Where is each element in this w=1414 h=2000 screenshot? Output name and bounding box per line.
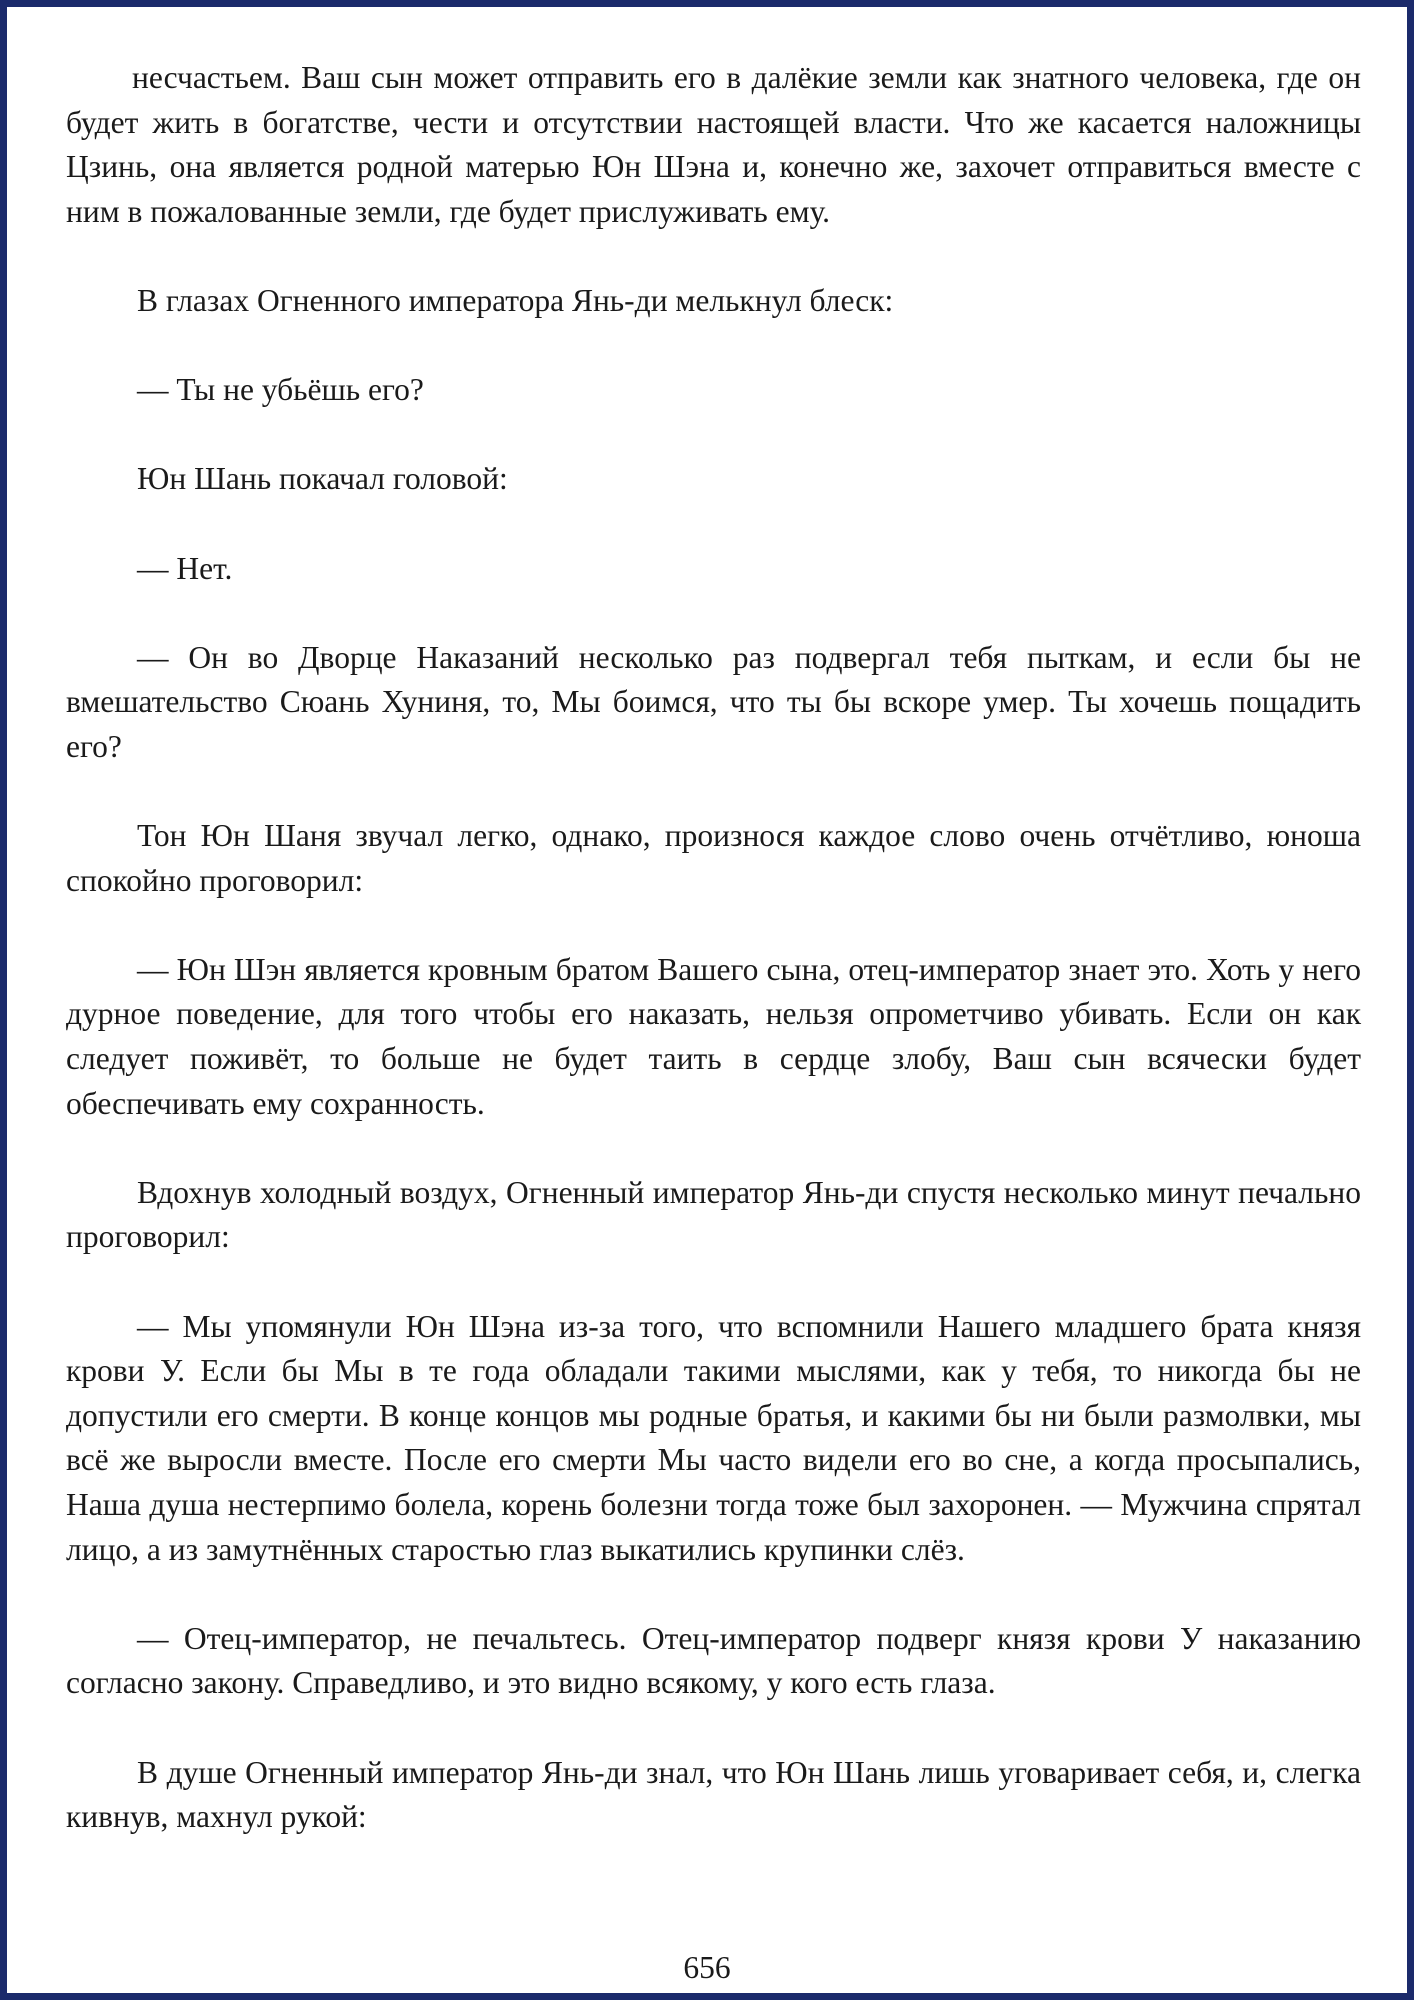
paragraph: несчастьем. Ваш сын может отправить его в далёкие земли как знатного человека, где он будет жить в богатстве, чести и отсутствии настоящей власти. Что же касается наложницы Цзинь, она является родной матерью Юн Шэна и, конечно же, захочет отправиться вместе с ним в пожалованные земли, где будет прислуживать ему. bbox=[66, 60, 1361, 229]
paragraph: Юн Шань покачал головой: bbox=[137, 461, 508, 497]
paragraph: — Мы упомянули Юн Шэна из-за того, что вспомнили Нашего младшего брата князя крови У. Если бы Мы в те года обладали такими мыслями, как у тебя, то никогда бы не допустили его смерти. В конце концов мы родные братья, и какими бы ни были размолвки, мы всё же выросли вместе. После его смерти Мы часто видели его во сне, а когда просыпались, Наша душа нестерпимо болела, корень болезни тогда тоже был захоронен. — Мужчина спрятал лицо, а из замутнённых старостью глаз выкатились крупинки слёз. bbox=[66, 1308, 1361, 1567]
paragraph: В душе Огненный император Янь-ди знал, что Юн Шань лишь уговаривает себя, и, слегка кивнув, махнул рукой: bbox=[66, 1754, 1361, 1835]
paragraph: — Отец-император, не печальтесь. Отец-император подверг князя крови У наказанию согласно закону. Справедливо, и это видно всякому, у кого есть глаза. bbox=[66, 1620, 1361, 1701]
page-number: 656 bbox=[683, 1950, 731, 1985]
paragraph: — Нет. bbox=[137, 550, 233, 586]
paragraph: — Юн Шэн является кровным братом Вашего сына, отец-император знает это. Хоть у него дурное поведение, для того чтобы его наказать, нельзя опрометчиво убивать. Если он как следует поживёт, то больше не будет таить в сердце злобу, Ваш сын всячески будет обеспечивать ему сохранность. bbox=[66, 951, 1361, 1121]
paragraph: В глазах Огненного императора Янь-ди мелькнул блеск: bbox=[137, 282, 894, 318]
page-text bbox=[66, 56, 1361, 1884]
paragraph: Вдохнув холодный воздух, Огненный император Янь-ди спустя несколько минут печально проговорил: bbox=[66, 1174, 1361, 1255]
paragraph: — Ты не убьёшь его? bbox=[137, 372, 424, 408]
paragraph: — Он во Дворце Наказаний несколько раз подвергал тебя пыткам, и если бы не вмешательство Сюань Хуниня, то, Мы боимся, что ты бы вскоре умер. Ты хочешь пощадить его? bbox=[66, 639, 1361, 764]
paragraph: Тон Юн Шаня звучал легко, однако, произнося каждое слово очень отчётливо, юноша спокойно проговорил: bbox=[66, 818, 1361, 898]
